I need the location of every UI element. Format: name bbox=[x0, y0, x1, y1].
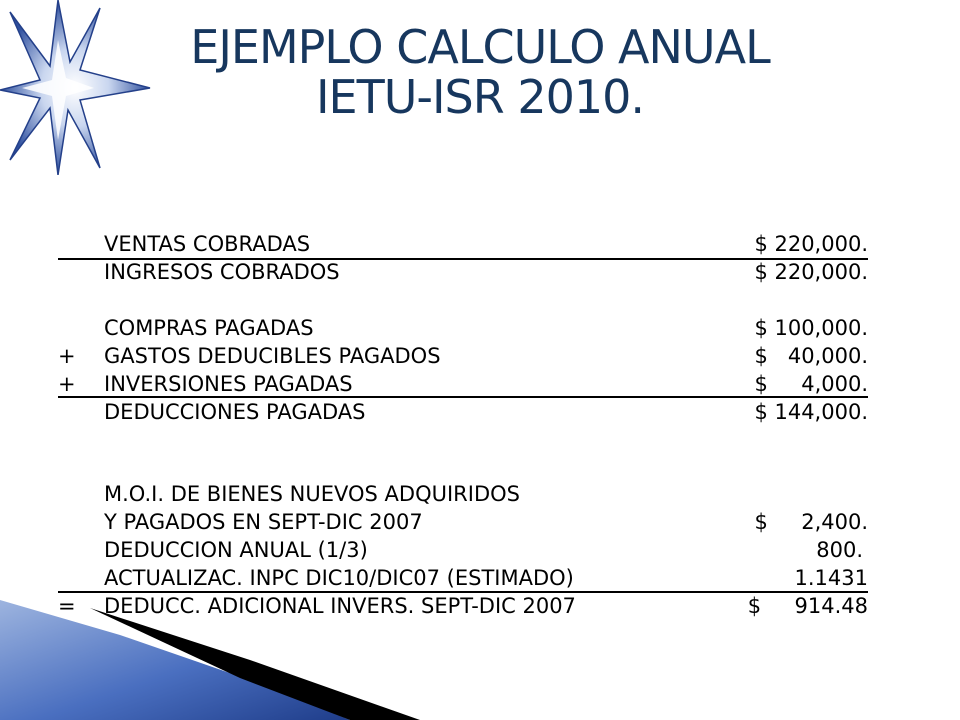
row-value: $ 220,000. bbox=[754, 232, 868, 256]
title-line-2: IETU-ISR 2010. bbox=[315, 70, 645, 124]
row-value: $ 220,000. bbox=[754, 260, 868, 284]
row-value: $ 4,000. bbox=[754, 372, 868, 396]
row-label: VENTAS COBRADAS bbox=[104, 232, 311, 256]
row-label: Y PAGADOS EN SEPT-DIC 2007 bbox=[104, 510, 423, 534]
table-row bbox=[58, 369, 868, 399]
table-row bbox=[58, 535, 868, 565]
row-value: $ 914.48 bbox=[747, 594, 868, 618]
row-value: $ 100,000. bbox=[754, 316, 868, 340]
row-label: M.O.I. DE BIENES NUEVOS ADQUIRIDOS bbox=[104, 482, 520, 506]
table-row bbox=[58, 313, 868, 343]
row-value: 1.1431 bbox=[794, 566, 868, 590]
row-value: $ 144,000. bbox=[754, 400, 868, 424]
row-label: INGRESOS COBRADOS bbox=[104, 260, 340, 284]
row-label: DEDUCCIONES PAGADAS bbox=[104, 400, 366, 424]
table-row bbox=[58, 341, 868, 371]
table-row bbox=[58, 397, 868, 427]
row-value: $ 2,400. bbox=[754, 510, 868, 534]
table-row bbox=[58, 563, 868, 593]
page-title bbox=[130, 22, 830, 122]
row-label: ACTUALIZAC. INPC DIC10/DIC07 (ESTIMADO) bbox=[104, 566, 574, 590]
row-label: DEDUCC. ADICIONAL INVERS. SEPT-DIC 2007 bbox=[104, 594, 576, 618]
table-row bbox=[58, 507, 868, 537]
row-label: INVERSIONES PAGADAS bbox=[104, 372, 353, 396]
row-value: 800. bbox=[816, 538, 863, 562]
table-row bbox=[58, 257, 868, 287]
row-sign: = bbox=[58, 594, 76, 618]
row-label: DEDUCCION ANUAL (1/3) bbox=[104, 538, 368, 562]
row-sign: + bbox=[58, 344, 76, 368]
table-row bbox=[58, 591, 868, 621]
table-row bbox=[58, 479, 868, 509]
row-value: $ 40,000. bbox=[754, 344, 868, 368]
row-label: GASTOS DEDUCIBLES PAGADOS bbox=[104, 344, 441, 368]
row-label: COMPRAS PAGADAS bbox=[104, 316, 314, 340]
table-row bbox=[58, 229, 868, 259]
row-sign: + bbox=[58, 372, 76, 396]
title-line-1: EJEMPLO CALCULO ANUAL bbox=[190, 20, 770, 74]
